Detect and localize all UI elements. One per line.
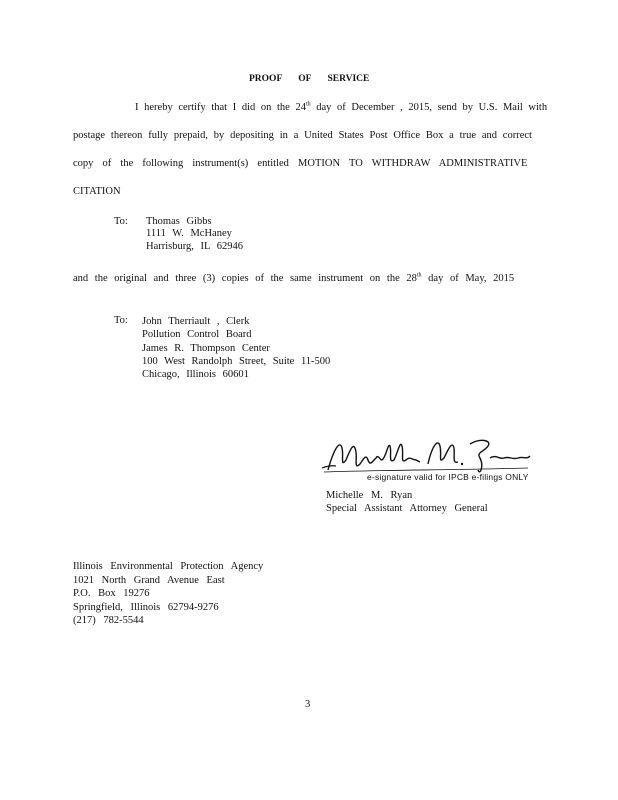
certify-line-3: copy of the following instrument(s) entitled MOTION TO WITHDRAW ADMINISTRATIVE xyxy=(73,158,528,169)
recipient-2-line: 100 West Randolph Street, Suite 11-500 xyxy=(142,355,331,367)
signer-name: Michelle M. Ryan xyxy=(326,490,413,501)
agency-line: 1021 North Grand Avenue East xyxy=(73,574,225,586)
certify-line-1: I hereby certify that I did on the 24th day of December , 2015, send by U.S. Mail with xyxy=(135,101,548,113)
to-label-2: To: xyxy=(114,315,128,326)
recipient-1-line: Harrisburg, IL 62946 xyxy=(146,240,243,252)
signature-block xyxy=(320,430,535,485)
recipient-1-address xyxy=(146,216,243,253)
agency-line: Illinois Environmental Protection Agency xyxy=(73,561,264,572)
agency-line: Springfield, Illinois 62794-9276 xyxy=(73,601,219,613)
esignature-caption: e-signature valid for IPCB e-filings ONLY xyxy=(367,472,529,482)
agency-address xyxy=(73,560,263,628)
recipient-2-line: John Therriault , Clerk xyxy=(142,316,250,327)
recipient-2-address xyxy=(142,315,330,381)
recipient-2-line: Chicago, Illinois 60601 xyxy=(142,369,249,381)
agency-line: (217) 782-5544 xyxy=(73,615,144,626)
signer-role: Special Assistant Attorney General xyxy=(326,503,488,514)
document-title: PROOF OF SERVICE xyxy=(249,74,370,84)
recipient-1-line: Thomas Gibbs xyxy=(146,216,212,227)
to-label-1: To: xyxy=(114,216,128,227)
certify-line-4: CITATION xyxy=(73,186,121,197)
original-copies-line: and the original and three (3) copies of the same instrument on the 28th day of May, 2015 xyxy=(73,272,515,284)
recipient-1-line: 1111 W. McHaney xyxy=(146,228,232,240)
certify-line-2: postage thereon fully prepaid, by depositing in a United States Post Office Box a true and correct xyxy=(73,130,532,141)
recipient-2-line: James R. Thompson Center xyxy=(142,342,270,354)
recipient-2-line: Pollution Control Board xyxy=(142,329,252,341)
agency-line: P.O. Box 19276 xyxy=(73,588,150,599)
page-number: 3 xyxy=(305,699,311,710)
